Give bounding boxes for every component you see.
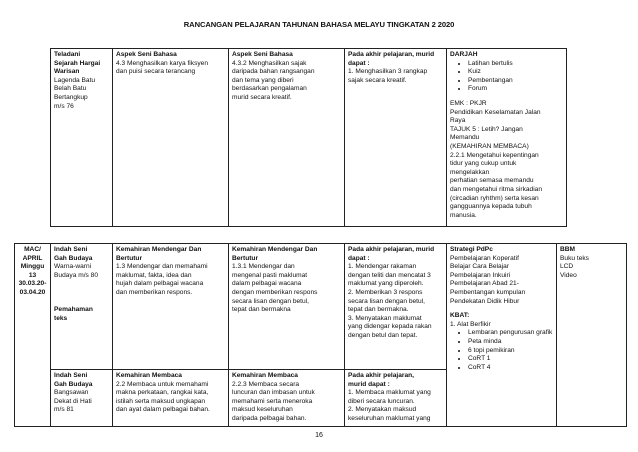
strategy-line: Pembentangan kumpulan: [450, 288, 526, 296]
strategy-line: Belajar Cara Belajar: [450, 263, 510, 271]
standard-line: hujah dalam pelbagai wacana: [116, 280, 204, 288]
emk-line: TAJUK 5 : Letih? Jangan: [450, 125, 523, 133]
theme-line: Belah Batu: [54, 85, 87, 93]
standard-line: istilah serta maksud ungkapan: [116, 397, 206, 405]
standard-line: dan memberikan respons.: [116, 288, 193, 296]
standard-title: Aspek Seni Bahasa: [116, 51, 177, 58]
week-line: 30.03.20-: [18, 280, 47, 288]
list-item: • Peta minda: [468, 338, 553, 347]
emk-line: Raya: [450, 117, 466, 125]
bbm-title: BBM: [560, 246, 576, 253]
substandard-line: memahami serta meneroka: [232, 397, 313, 405]
standard-cell: [113, 244, 229, 370]
bbm-line: Video: [560, 271, 577, 279]
document-header: RANCANGAN PELAJARAN TAHUNAN BAHASA MELAYU TINGKATAN 2 2020: [183, 20, 455, 29]
strategy-title: Strategi PdPc: [450, 246, 493, 253]
substandard-line: daripada bahan rangsangan: [232, 68, 315, 76]
emk-line: Memandu: [450, 134, 480, 142]
substandard-line: tepat dan bermakna: [232, 306, 291, 314]
standard-line: makna perkataan, rangkai kata,: [116, 389, 209, 397]
bbm-cell: [557, 244, 627, 427]
assessment-cell: [447, 49, 567, 227]
list-item: • CoRT 1: [468, 355, 553, 364]
theme-title: Indah Seni: [54, 372, 88, 379]
lesson-table-week: [14, 243, 627, 427]
week-line: Minggu: [20, 263, 45, 271]
emk-line: EMK : PKJR: [450, 99, 487, 107]
theme-line: Bertangkup: [54, 93, 88, 101]
theme-title: Gah Budaya: [54, 380, 93, 388]
theme-line: Bangsawan: [54, 389, 89, 397]
theme-cell: [51, 49, 113, 227]
objective-cell: [345, 370, 447, 427]
emk-line: 2.2.1 Mengetahui kepentingan: [450, 151, 539, 159]
list-item: • Forum: [468, 85, 563, 94]
substandard-line: dalam pelbagai wacana: [232, 280, 302, 288]
emk-line: (KEMAHIRAN MEMBACA): [450, 142, 529, 150]
objective-title: dapat :: [348, 254, 370, 262]
theme-title: Gah Budaya: [54, 254, 93, 262]
objective-title: dapat :: [348, 59, 370, 67]
substandard-line: 1.3.1 Mendengar dan: [232, 263, 295, 271]
kbat-title: KBAT:: [450, 312, 470, 320]
strategy-line: Pembelajaran Koperatif: [450, 254, 519, 262]
standard-title: Kemahiran Membaca: [116, 372, 182, 379]
strategy-line: Pembelajaran Abad 21-: [450, 280, 519, 288]
list-item: • Latihan bertulis: [468, 60, 563, 69]
emk-line: manusia.: [450, 211, 477, 219]
substandard-line: secara lisan dengan betul,: [232, 297, 309, 305]
objective-line: dengan teliti dan mencatat 3: [348, 271, 431, 279]
objective-title: Pada akhir pelajaran, murid: [348, 246, 435, 253]
substandard-title: Kemahiran Mendengar Dan: [232, 246, 318, 253]
table-row: [51, 49, 567, 227]
week-line: 13: [28, 271, 37, 279]
objective-title: murid dapat :: [348, 380, 390, 388]
substandard-line: luncuran dan imbasan untuk: [232, 389, 315, 397]
objective-line: 2. Menyatakan maksud: [348, 406, 417, 414]
objective-line: yang didengar kepada rakan: [348, 323, 432, 331]
list-item: • Kuiz: [468, 68, 563, 77]
theme-line: teks: [54, 314, 68, 322]
theme-cell: [51, 370, 113, 427]
substandard-title: Aspek Seni Bahasa: [232, 51, 293, 58]
objective-cell: [345, 49, 447, 227]
emk-line: gangguannya kepada tubuh: [450, 203, 532, 211]
strategy-line: Pendekatan Didik Hibur: [450, 297, 520, 305]
objective-line: 1. Mendengar rakaman: [348, 263, 417, 271]
theme-line: Sejarah Hargai: [54, 59, 101, 67]
objective-line: secara lisan dengan betul,: [348, 297, 425, 305]
substandard-line: berdasarkan pengalaman: [232, 85, 307, 93]
substandard-line: dengan memberikan respons: [232, 288, 318, 296]
theme-title: Teladani: [54, 51, 81, 58]
objective-line: 2. Memberikan 3 respons: [348, 288, 423, 296]
kbat-line: 1. Alat Berfikir: [450, 320, 491, 328]
assessment-list: [450, 60, 563, 94]
week-cell: [15, 244, 51, 427]
theme-line: Warna-warni: [54, 263, 92, 271]
standard-title: Kemahiran Mendengar Dan: [116, 246, 202, 253]
emk-line: (circadian ryhthm) serta kesan: [450, 194, 539, 202]
week-line: 03.04.20: [19, 288, 46, 296]
theme-cell: [51, 244, 113, 370]
theme-line: Warisan: [54, 68, 80, 76]
objective-title: Pada akhir pelajaran,: [348, 372, 414, 379]
standard-line: 2.2 Membaca untuk memahami: [116, 380, 209, 388]
substandard-line: 4.3.2 Menghasilkan sajak: [232, 59, 307, 67]
table-row: [15, 244, 627, 370]
objective-line: 1. Membaca maklumat yang: [348, 389, 431, 397]
substandard-cell: [229, 244, 345, 370]
objective-line: maklumat yang diperoleh.: [348, 280, 424, 288]
theme-line: m/s 76: [54, 102, 74, 110]
week-line: MAC/: [24, 246, 41, 253]
standard-cell: [113, 49, 229, 227]
emk-line: mengelakkan: [450, 168, 490, 176]
list-item: • 6 topi pemikiran: [468, 347, 553, 356]
substandard-line: murid secara kreatif.: [232, 93, 292, 101]
assessment-title: DARJAH: [450, 51, 478, 58]
bbm-line: LCD: [560, 263, 574, 271]
objective-title: Pada akhir pelajaran, murid: [348, 51, 435, 58]
list-item: • CoRT 4: [468, 364, 553, 373]
bbm-line: Buku teks: [560, 254, 589, 262]
substandard-cell: [229, 49, 345, 227]
standard-cell: [113, 370, 229, 427]
page-number: 16: [315, 432, 323, 439]
emk-line: Pendidikan Keselamatan Jalan: [450, 108, 541, 116]
substandard-title: Kemahiran Membaca: [232, 372, 298, 379]
emk-line: dan mengetahui ritma sirkadian: [450, 185, 542, 193]
substandard-line: maksud keseluruhan: [232, 406, 293, 414]
objective-line: 3. Menyatakan maklumat: [348, 314, 422, 322]
lesson-table-top: [50, 48, 567, 227]
objective-line: 1. Menghasilkan 3 rangkap: [348, 68, 428, 76]
list-item: • Pembentangan: [468, 77, 563, 86]
emk-line: perhatian semasa memandu: [450, 177, 534, 185]
objective-line: tepat dan bermakna.: [348, 306, 409, 314]
substandard-cell: [229, 370, 345, 427]
theme-line: Pemahaman: [54, 306, 93, 314]
standard-line: 4.3 Menghasilkan karya fiksyen: [116, 59, 208, 67]
substandard-title: Bertutur: [232, 254, 259, 262]
standard-line: 1.3 Mendengar dan memahami: [116, 263, 208, 271]
strategy-line: Pembelajaran Inkuiri: [450, 271, 511, 279]
objective-line: sajak secara kreatif.: [348, 76, 407, 84]
kbat-list: [450, 329, 553, 372]
substandard-line: mengenal pasti maklumat: [232, 271, 308, 279]
theme-line: Budaya m/s 80: [54, 271, 98, 279]
substandard-line: dan tema yang diberi: [232, 76, 294, 84]
theme-title: Indah Seni: [54, 246, 88, 253]
strategy-cell: [447, 244, 557, 427]
objective-line: diberi secara luncuran.: [348, 397, 415, 405]
theme-line: m/s 81: [54, 406, 74, 414]
objective-line: dengan betul dan tepat.: [348, 331, 418, 339]
standard-line: dan ayat dalam pelbagai bahan.: [116, 406, 210, 414]
theme-line: Lagenda Batu: [54, 76, 96, 84]
standard-title: Bertutur: [116, 254, 143, 262]
substandard-line: daripada pelbagai bahan.: [232, 414, 307, 422]
standard-line: maklumat, fakta, idea dan: [116, 271, 192, 279]
emk-line: tidur yang cukup untuk: [450, 160, 517, 168]
standard-line: dan puisi secara terancang: [116, 68, 196, 76]
week-line: APRIL: [22, 254, 43, 262]
objective-line: keseluruhan maklumat yang: [348, 414, 431, 422]
list-item: • Lembaran pengurusan grafik: [468, 329, 553, 338]
substandard-line: 2.2.3 Membaca secara: [232, 380, 300, 388]
theme-line: Dekat di Hati: [54, 397, 92, 405]
objective-cell: [345, 244, 447, 370]
